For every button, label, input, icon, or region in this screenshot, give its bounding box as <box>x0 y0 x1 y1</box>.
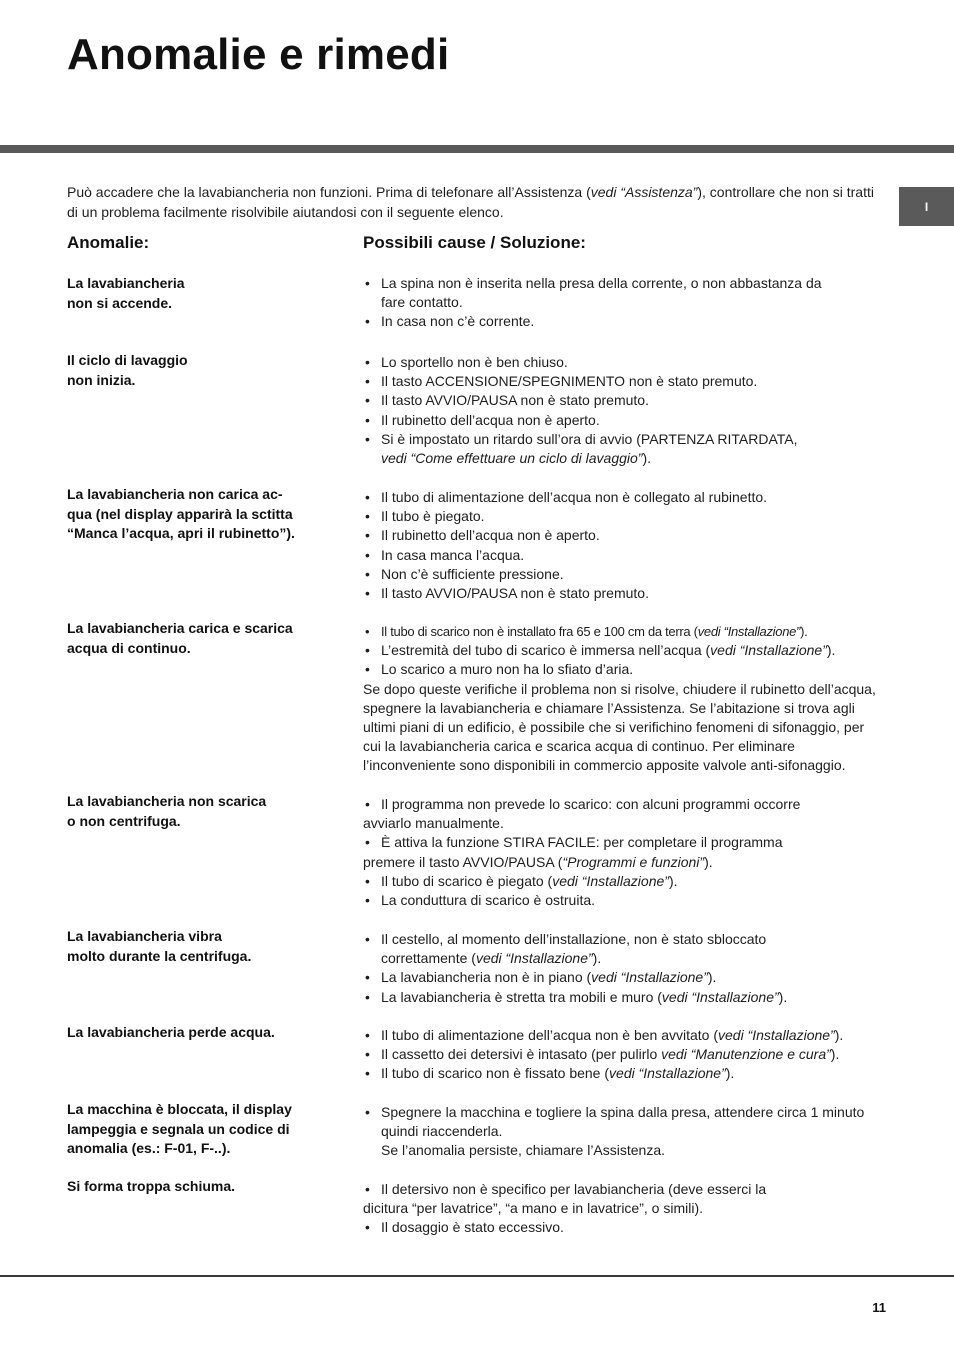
cause-item: • La spina non è inserita nella presa della corrente, o non abbastanza da fare contatto. <box>363 274 826 312</box>
cause-reference: “Programmi e funzioni” <box>562 853 705 870</box>
cause-text: Il cassetto dei detersivi è intasato (per pulirlo <box>381 1046 662 1063</box>
problem-continuous-fill-drain: La lavabiancheria carica e scarica acqua di continuo. <box>67 620 293 656</box>
cause-reference: vedi “Come effettuare un ciclo di lavaggio” <box>381 450 643 467</box>
cause-item: • Il rubinetto dell’acqua non è aperto. <box>363 526 883 545</box>
cause-item: • Il tasto AVVIO/PAUSA non è stato premuto. <box>363 391 883 410</box>
cause-item: • Spegnere la macchina e togliere la spina dalla presa, attendere circa 1 minuto quindi riaccenderla. <box>363 1103 886 1141</box>
solution-no-drain-spin <box>363 795 883 910</box>
cause-reference: vedi “Installazione” <box>552 872 669 889</box>
solutions-heading: Possibili cause / Soluzione: <box>363 233 586 252</box>
problem-no-water-intake: La lavabiancheria non carica ac- qua (nel display apparirà la sctitta “Manca l’acqua, apri il rubinetto”). <box>67 486 295 541</box>
cause-item: • Il tubo è piegato. <box>363 507 883 526</box>
cause-text: Si è impostato un ritardo sull’ora di avvio (PARTENZA RITARDATA, <box>381 430 798 447</box>
footer-divider <box>0 1275 954 1277</box>
cause-item: • In casa manca l’acqua. <box>363 546 883 565</box>
cause-text: Il tubo di scarico non è fissato bene ( <box>381 1065 610 1082</box>
cause-item: • Il tasto ACCENSIONE/SPEGNIMENTO non è stato premuto. <box>363 372 883 391</box>
cause-item: • Il tubo di alimentazione dell’acqua non è collegato al rubinetto. <box>363 488 883 507</box>
cause-reference: vedi “Installazione” <box>710 642 827 659</box>
cause-reference: vedi “Installazione” <box>591 969 708 986</box>
cause-item <box>363 930 811 968</box>
intro-reference: vedi “Assistenza” <box>590 184 698 200</box>
solution-vibration <box>363 930 883 1007</box>
continuous-fill-note: Se dopo queste verifiche il problema non si risolve, chiudere il rubinetto dell’acqua, spegnere la lavabiancheria e chiamare l’Assistenza. Se l’abitazione si trova agli ultimi piani di un edificio, è possibile che si verifichino fenomeni di sifonaggio, per cui la lavabiancheria carica e scarica acqua di continuo. Per eliminare l’inconveniente sono disponibili in commercio apposite valvole anti-sifonaggio. <box>363 680 876 774</box>
solution-cycle-not-starting <box>363 353 883 468</box>
cause-text: Il tubo di alimentazione dell’acqua non è ben avvitato ( <box>381 1027 718 1043</box>
header-divider <box>0 145 954 153</box>
cause-item: • Non c’è sufficiente pressione. <box>363 565 883 584</box>
page-number: 11 <box>872 1300 886 1315</box>
cause-item <box>363 622 883 641</box>
cause-text: La lavabiancheria è stretta tra mobili e muro ( <box>381 988 662 1005</box>
solution-no-water-intake <box>363 488 883 603</box>
cause-item <box>363 872 883 891</box>
intro-text-1: Può accadere che la lavabiancheria non funzioni. Prima di telefonare all’Assistenza ( <box>67 184 591 200</box>
cause-reference: vedi “Installazione” <box>697 624 801 639</box>
cause-item: • Lo sportello non è ben chiuso. <box>363 353 883 372</box>
cause-item <box>363 988 883 1007</box>
cause-text-end: ). <box>707 969 717 986</box>
solution-continuous-fill-drain <box>363 622 883 776</box>
cause-text: La lavabiancheria non è in piano ( <box>381 969 592 986</box>
cause-text: L’estremità del tubo di scarico è immersa nell’acqua ( <box>381 642 711 659</box>
error-persist-note: Se l’anomalia persiste, chiamare l’Assistenza. <box>381 1142 666 1159</box>
cause-text-end: ). <box>826 642 836 659</box>
cause-item <box>363 1045 883 1064</box>
problem-machine-locked: La macchina è bloccata, il display lampeggia e segnala un codice di anomalia (es.: F-01, F-..). <box>67 1101 292 1156</box>
problem-too-much-foam: Si forma troppa schiuma. <box>67 1178 236 1194</box>
intro-text-2: ), controllare che non si tratti di un problema facilmente risolvibile aiutandosi con il seguente elenco. <box>67 184 874 220</box>
cause-item: • Il tasto AVVIO/PAUSA non è stato premuto. <box>363 584 883 603</box>
cause-text-end: ). <box>800 624 808 639</box>
cause-text: Il cestello, al momento dell’installazione, non è stato sbloccato correttamente ( <box>381 931 767 967</box>
cause-reference: vedi “Installazione” <box>661 988 779 1005</box>
problem-vibration: La lavabiancheria vibra molto durante la centrifuga. <box>67 928 252 964</box>
cause-item <box>363 1064 883 1083</box>
cause-text: Il tubo di scarico non è installato fra 65 e 100 cm da terra ( <box>381 624 698 639</box>
cause-item: • Il rubinetto dell’acqua non è aperto. <box>363 411 883 430</box>
cause-item: • Il dosaggio è stato eccessivo. <box>363 1218 883 1237</box>
cause-reference: vedi “Installazione” <box>609 1065 726 1082</box>
cause-item: • In casa non c’è corrente. <box>363 312 883 331</box>
cause-item <box>363 968 883 987</box>
cause-item <box>363 1026 883 1045</box>
cause-reference: vedi “Installazione” <box>475 950 593 967</box>
cause-text-end: ). <box>830 1046 840 1063</box>
cause-item: • Il programma non prevede lo scarico: con alcuni programmi occorre avviarlo manualmente. <box>363 795 833 833</box>
cause-text-end: ). <box>642 450 652 467</box>
cause-item <box>363 430 826 468</box>
solution-machine-locked <box>363 1103 883 1161</box>
cause-text-end: ). <box>592 950 602 967</box>
solution-water-leak <box>363 1026 883 1084</box>
cause-item: • Il detersivo non è specifico per lavabiancheria (deve esserci la dicitura “per lavatrice”, “a mano e in lavatrice”, o simili). <box>363 1180 803 1218</box>
solution-no-power <box>363 274 883 332</box>
cause-text-end: ). <box>778 988 788 1005</box>
cause-text-end: ). <box>725 1065 735 1082</box>
cause-text: Il tubo di scarico è piegato ( <box>381 872 553 889</box>
cause-reference: vedi “Manutenzione e cura” <box>661 1046 831 1063</box>
cause-item: • La conduttura di scarico è ostruita. <box>363 891 883 910</box>
cause-item <box>363 833 808 871</box>
cause-text-end: ). <box>704 853 713 870</box>
anomalies-heading: Anomalie: <box>67 233 150 252</box>
cause-text: È attiva la funzione STIRA FACILE: per completare il programma premere il tasto AVVIO/PAUSA ( <box>363 834 783 870</box>
problem-cycle-not-starting: Il ciclo di lavaggio non inizia. <box>67 352 188 388</box>
cause-item <box>363 641 883 660</box>
intro-paragraph <box>67 183 887 222</box>
cause-text-end: ). <box>834 1027 844 1043</box>
problem-water-leak: La lavabiancheria perde acqua. <box>67 1024 275 1040</box>
problem-no-power: La lavabiancheria non si accende. <box>67 275 185 311</box>
language-tab: I <box>899 187 954 226</box>
solution-too-much-foam <box>363 1180 883 1238</box>
page-title: Anomalie e rimedi <box>67 30 450 79</box>
cause-reference: vedi “Installazione” <box>718 1027 835 1043</box>
cause-text-end: ). <box>668 872 678 889</box>
problem-no-drain-spin: La lavabiancheria non scarica o non centrifuga. <box>67 793 267 829</box>
cause-item: • Lo scarico a muro non ha lo sfiato d’aria. <box>363 660 883 679</box>
